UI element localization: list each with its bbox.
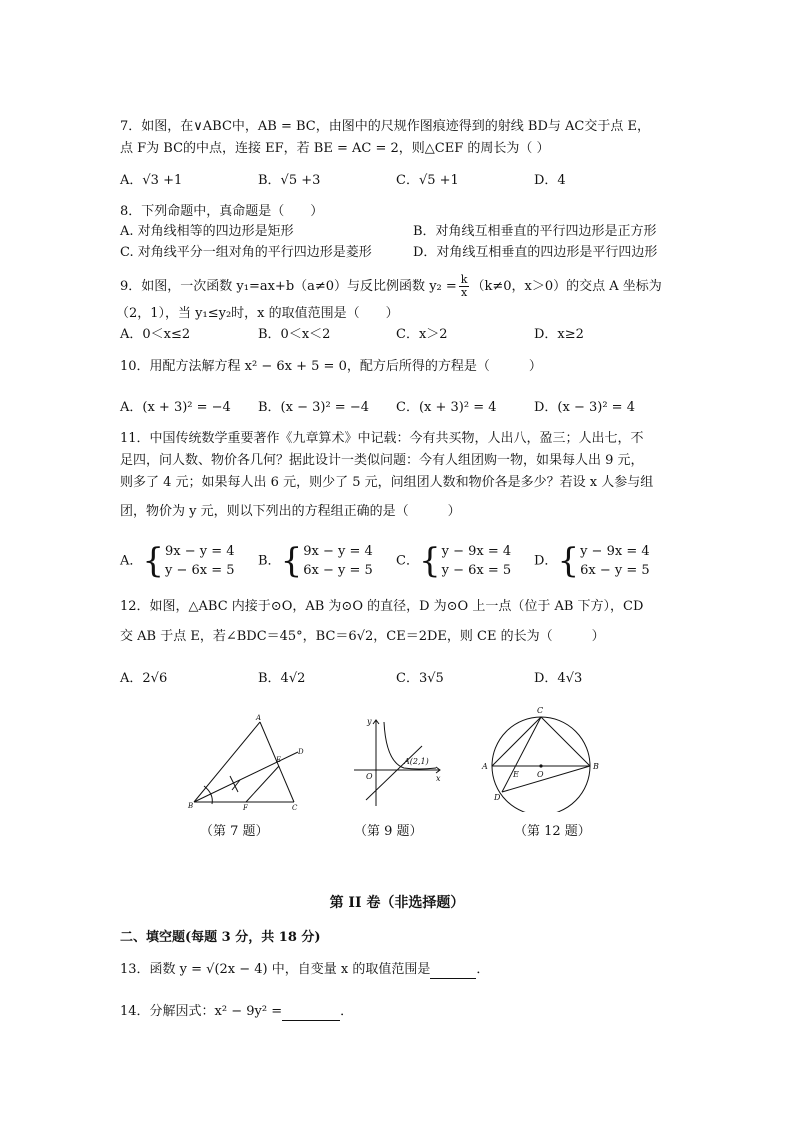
fig9-label-y: y [367,717,372,726]
q14-end: ． [340,1004,354,1019]
fig12-label-d: D [494,793,501,802]
q7-line2: 点 F为 BC的中点，连接 EF，若 BE = AC = 2，则△CEF 的周长为（ ） [120,141,550,156]
q11-line3: 则多了 4 元；如果每人出 6 元，则少了 5 元，问组团人数和物价各是多少？若设 x 人参与组 [120,475,654,490]
q12-option-c: C．3√5 [396,671,444,686]
q11-option-b-label: B． [258,553,281,569]
q13-text: 13．函数 y = √(2x − 4) 中，自变量 x 的取值范围是 [120,962,431,977]
q7-option-c: C．√5 +1 [396,173,459,188]
q10-option-b: B．(x − 3)² = −4 [258,400,369,415]
fig12-label-e: E [513,770,519,779]
q11-option-b-eq2: 6x − y = 5 [303,563,373,578]
q11-option-b-eq1: 9x − y = 4 [303,544,373,559]
brace-icon: { [280,541,303,581]
part2-title: 第 II 卷（非选择题） [329,895,465,911]
q11-option-c-eq1: y − 9x = 4 [441,544,512,559]
q11-option-d-eq1: y − 9x = 4 [580,544,650,559]
q11-line2: 足四，问人数、物价各几何？据此设计一类似问题：今有人组团购一物，如果每人出 9 元， [120,453,644,468]
figure-7-triangle [180,710,310,812]
q13 [120,961,489,979]
q7-option-d: D．4 [534,173,566,188]
q8-option-c: C. 对角线平分一组对角的平行四边形是菱形 [120,245,372,260]
q9-fraction [459,274,470,299]
fig7-label-e: E [276,756,282,764]
q8-option-a: A. 对角线相等的四边形是矩形 [120,224,294,239]
q9-line1-pre: 9．如图，一次函数 y₁=ax+b（a≠0）与反比例函数 y₂ = [120,279,457,294]
q11-option-c [396,542,511,580]
brace-icon: { [557,541,580,581]
figure-9-graph [348,712,448,812]
section-fill-blank-heading: 二、填空题(每题 3 分，共 18 分) [120,930,321,945]
segment-ac [492,717,541,766]
q10-option-c: C．(x + 3)² = 4 [396,400,497,415]
fig7-label-a: A [256,714,262,722]
segment-ab [194,722,260,802]
q11-option-d-label: D． [534,553,558,569]
q10-option-d: D．(x − 3)² = 4 [534,400,635,415]
q8-option-d: D．对角线互相垂直的四边形是平行四边形 [413,245,658,260]
q11-option-c-eq2: y − 6x = 5 [441,563,512,578]
center-point [539,764,542,767]
q7-option-b: B．√5 +3 [258,173,321,188]
brace-icon: { [142,541,165,581]
q11-option-c-label: C． [396,553,419,569]
q12-line2: 交 AB 于点 E，若∠BDC＝45°，BC＝6√2，CE＝2DE，则 CE 的长为（ ） [120,629,605,644]
ray-bd [194,752,298,802]
fig12-label-c: C [537,706,544,715]
brace-icon: { [418,541,441,581]
q7-option-a: A．√3 +1 [120,173,183,188]
q9-fraction-num: k [460,273,468,286]
figure-7-caption: （第 7 题） [200,824,269,839]
q11-option-b [258,542,373,580]
q11-option-d [534,542,650,580]
fig9-label-a: A(2,1) [404,757,429,766]
q10-stem: 10．用配方法解方程 x² − 6x + 5 = 0，配方后所得的方程是（ ） [120,359,542,374]
fig7-label-f: F [243,804,248,812]
q14-answer-blank[interactable] [282,1006,340,1021]
q11-line1: 11．中国传统数学重要著作《九章算术》中记载：今有共买物，人出八，盈三；人出七，不 [120,431,644,446]
q11-option-a-eq2: y − 6x = 5 [165,563,235,578]
fig12-label-b: B [593,762,599,771]
q9-option-a: A．0＜x≤2 [120,327,191,342]
fig12-label-o: O [537,770,544,779]
q12-line1: 12．如图，△ABC 内接于⊙O，AB 为⊙O 的直径，D 为⊙O 上一点（位于 AB 下方），CD [120,599,644,614]
segment-cd [502,717,541,792]
q10-option-a: A．(x + 3)² = −4 [120,400,231,415]
fig7-label-c: C [292,804,298,812]
fig9-label-x: x [436,774,441,783]
segment-ef [246,766,279,802]
q13-end: ． [476,962,490,977]
fig7-label-b: B [188,802,194,810]
q8-option-b: B．对角线互相垂直的平行四边形是正方形 [413,224,657,239]
q11-option-d-eq2: 6x − y = 5 [580,563,650,578]
q9-option-c: C．x＞2 [396,327,448,342]
figure-9-caption: （第 9 题） [354,824,423,839]
fig9-label-o: O [366,772,373,781]
q9-fraction-den: x [461,286,468,299]
q9-line2: （2，1），当 y₁≤y₂时，x 的取值范围是（ ） [116,306,399,321]
q14-text: 14．分解因式：x² − 9y² = [120,1004,283,1019]
q11-option-a-label: A． [120,553,143,569]
linear-function-line [366,746,422,800]
fig7-label-d: D [298,748,304,756]
q12-option-a: A．2√6 [120,671,168,686]
q13-answer-blank[interactable] [430,964,476,979]
q7-line1: 7．如图，在∨ABC中，AB = BC，由图中的尺规作图痕迹得到的射线 BD与 AC交于点 E， [120,119,650,134]
segment-bc [541,717,590,766]
q12-option-b: B．4√2 [258,671,306,686]
q11-option-a-eq1: 9x − y = 4 [165,544,235,559]
q14 [120,1003,353,1021]
q8-stem: 8．下列命题中，真命题是（ ） [120,204,324,219]
q9-option-d: D．x≥2 [534,327,584,342]
q11-option-a [120,542,235,580]
q12-option-d: D．4√3 [534,671,583,686]
figure-12-caption: （第 12 题） [514,824,591,839]
q9-line1 [120,274,662,299]
fig12-label-a: A [482,762,488,771]
figure-12-circle [478,702,604,812]
q11-line4: 团，物价为 y 元，则以下列出的方程组正确的是（ ） [120,504,461,519]
q9-option-b: B．0＜x＜2 [258,327,331,342]
q9-line1-post: （k≠0，x＞0）的交点 A 坐标为 [471,279,662,294]
